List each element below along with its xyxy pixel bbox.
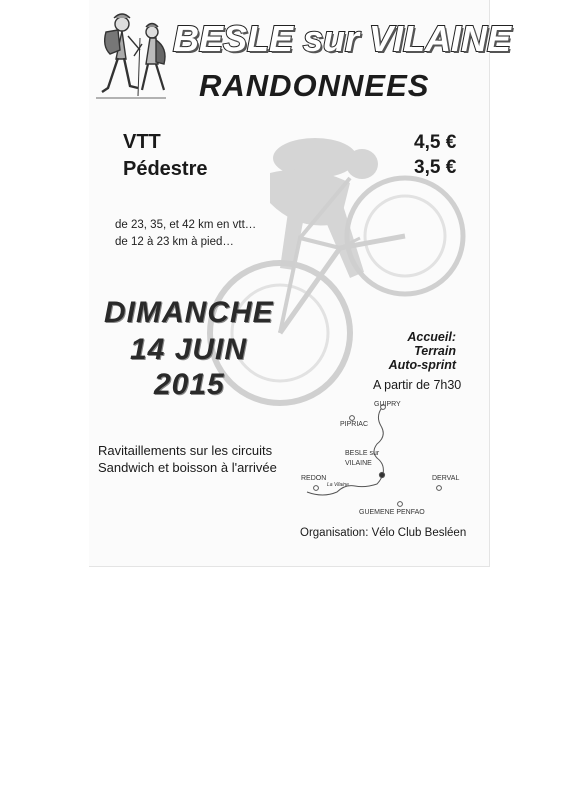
map-town-pipriac: PIPRIAC (340, 421, 369, 428)
map-town-besle-2: VILAINE (345, 460, 372, 467)
organisation: Organisation: Vélo Club Besléen (300, 527, 467, 539)
activity-vtt: VTT (123, 131, 161, 153)
map-town-guemene: GUEMENE PENFAO (359, 509, 425, 516)
reception-time: A partir de 7h30 (373, 378, 462, 392)
activity-pedestre: Pédestre (123, 158, 208, 180)
price-vtt: 4,5 € (414, 132, 457, 153)
map-town-redon: REDON (301, 475, 327, 482)
date-day: DIMANCHE (104, 296, 274, 329)
distance-vtt: de 23, 35, et 42 km en vtt… (115, 219, 257, 231)
map-town-derval: DERVAL (432, 475, 460, 482)
info-line1: Ravitaillements sur les circuits (98, 443, 273, 458)
map-river-label: La Vilaine (327, 482, 349, 488)
reception-place1: Terrain (414, 344, 456, 358)
reception-label: Accueil: (407, 330, 456, 344)
map-town-guipry: GUIPRY (374, 401, 401, 408)
map-town-besle-1: BESLE sur (345, 450, 380, 457)
reception-block (370, 330, 456, 372)
distance-pied: de 12 à 23 km à pied… (115, 236, 234, 248)
info-line2: Sandwich et boisson à l'arrivée (98, 460, 277, 475)
route-map (300, 398, 470, 518)
event-title: BESLE sur VILAINE (173, 18, 512, 59)
price-pedestre: 3,5 € (414, 157, 457, 178)
reception-place2: Auto-sprint (388, 358, 456, 372)
date-daymonth: 14 JUIN (130, 333, 248, 366)
date-year: 2015 (154, 368, 225, 401)
hikers-illustration (92, 8, 180, 104)
event-subtitle: RANDONNEES (199, 68, 430, 103)
